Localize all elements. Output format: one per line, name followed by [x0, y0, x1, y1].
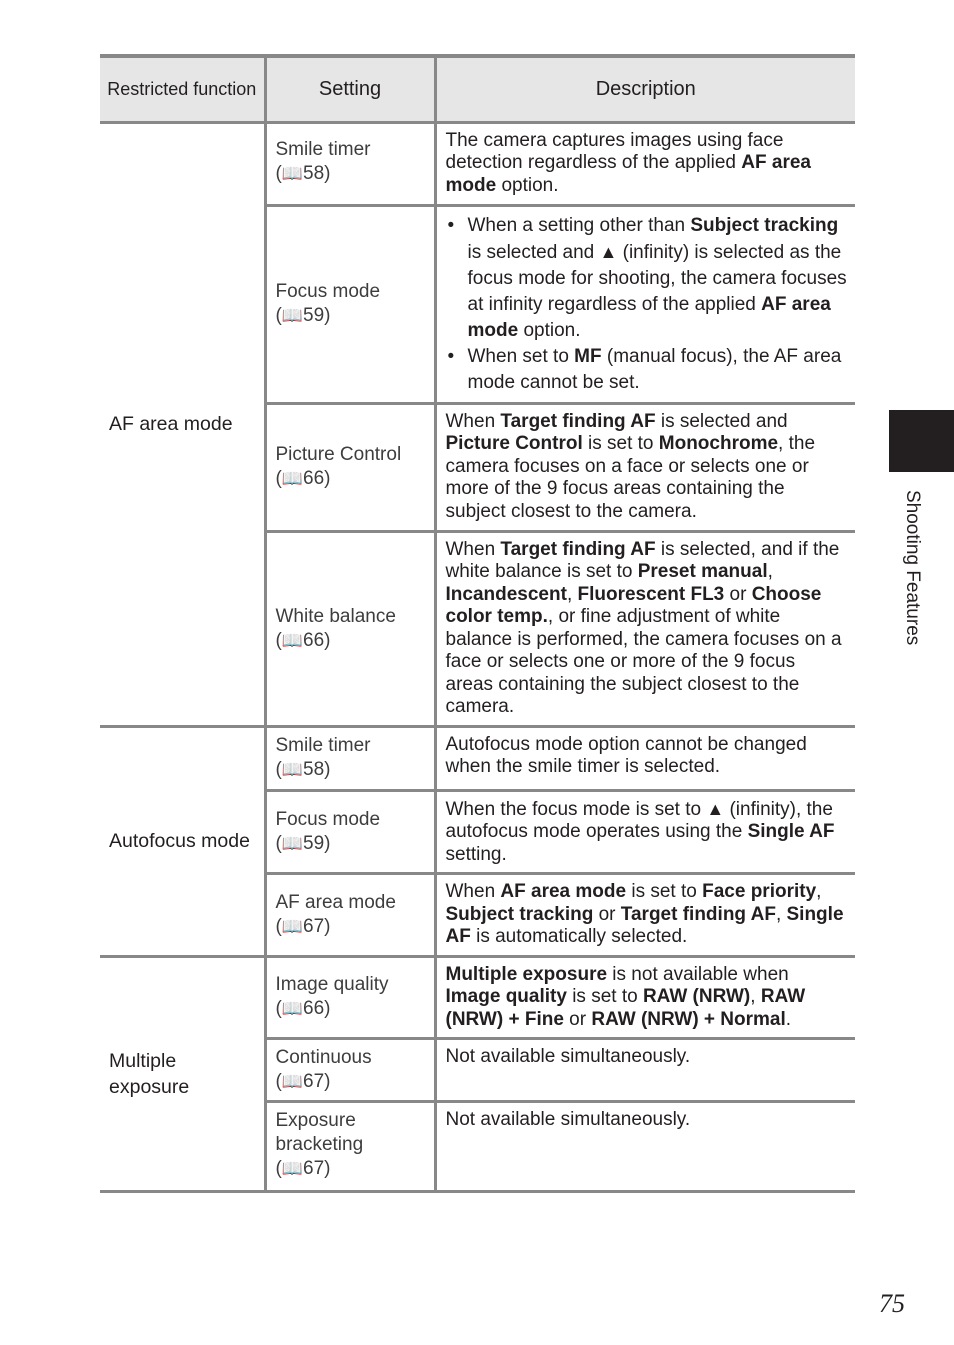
table-row — [100, 726, 855, 790]
manual-focus-icon: MF — [574, 345, 602, 367]
description-cell: Not available simultaneously. — [435, 1102, 855, 1192]
description-cell: When AF area mode is set to Face priority, Subject tracking or Target finding AF, Single AF is automatically selected. — [435, 874, 855, 957]
page-ref: 58 — [303, 162, 325, 184]
setting-cell: Picture Control (📖66) — [265, 403, 435, 531]
page-ref: 66 — [303, 468, 325, 489]
book-reference-icon: 📖 — [281, 630, 303, 651]
description-cell — [435, 205, 855, 403]
setting-label: Focus mode — [275, 281, 381, 302]
list-item: • When set to MF (manual focus), the AF area mode cannot be set. — [468, 344, 848, 396]
page-ref: 58 — [303, 758, 325, 780]
setting-cell: Smile timer (📖58) — [265, 122, 435, 205]
setting-cell: Exposure bracketing (📖67) — [265, 1102, 435, 1192]
page-ref: 66 — [303, 998, 325, 1020]
setting-cell: Image quality (📖66) — [265, 956, 435, 1039]
table-row — [100, 122, 855, 205]
book-reference-icon: 📖 — [281, 833, 303, 854]
header-restricted-function: Restricted function — [100, 56, 265, 122]
setting-cell: Focus mode (📖59) — [265, 205, 435, 403]
book-reference-icon: 📖 — [281, 759, 303, 780]
page-ref: 67 — [303, 1071, 325, 1092]
description-cell: Multiple exposure is not available when Image quality is set to RAW (NRW), RAW (NRW) + Fine or RAW (NRW) + Normal. — [435, 956, 855, 1039]
book-reference-icon: 📖 — [281, 163, 303, 184]
function-af-area-mode: AF area mode — [100, 122, 265, 726]
setting-label: Focus mode — [275, 808, 381, 830]
section-tab-marker — [889, 410, 954, 472]
setting-label: Continuous — [275, 1047, 372, 1068]
setting-cell: AF area mode (📖67) — [265, 874, 435, 957]
book-reference-icon: 📖 — [281, 1159, 303, 1179]
setting-cell: Smile timer (📖58) — [265, 726, 435, 790]
function-multiple-exposure: Multiple exposure — [100, 956, 265, 1192]
description-cell: The camera captures images using face detection regardless of the applied AF area mode option. — [435, 122, 855, 205]
page-ref: 67 — [303, 1158, 325, 1179]
setting-label: Image quality — [275, 974, 389, 996]
list-item: • When a setting other than Subject tracking is selected and ▲ (infinity) is selected as the focus mode for shooting, the camera focuses at infinity regardless of the applied AF area mode option. — [468, 213, 848, 344]
function-autofocus-mode: Autofocus mode — [100, 726, 265, 956]
description-cell: When Target finding AF is selected and Picture Control is set to Monochrome, the camera focuses on a face or selects one or more of the 9 focus areas containing the subject closest to the camera. — [435, 403, 855, 531]
setting-label: Smile timer — [275, 138, 371, 160]
book-reference-icon: 📖 — [281, 999, 303, 1020]
description-cell: When the focus mode is set to ▲ (infinity), the autofocus mode operates using the Single AF setting. — [435, 790, 855, 874]
page-ref: 59 — [303, 832, 325, 854]
page-ref: 66 — [303, 629, 325, 651]
page-ref: 67 — [303, 915, 325, 937]
setting-label: Picture Control — [275, 444, 402, 465]
table-row — [100, 956, 855, 1039]
setting-label: Smile timer — [275, 734, 371, 756]
setting-cell: Continuous (📖67) — [265, 1039, 435, 1102]
setting-label: White balance — [275, 605, 396, 627]
restrictions-table — [100, 54, 855, 1193]
book-reference-icon: 📖 — [281, 469, 303, 489]
setting-label: Exposure bracketing — [275, 1110, 364, 1155]
description-cell: Not available simultaneously. — [435, 1039, 855, 1102]
page-ref: 59 — [303, 305, 325, 326]
description-cell: Autofocus mode option cannot be changed when the smile timer is selected. — [435, 726, 855, 790]
setting-label: AF area mode — [275, 891, 396, 913]
bullet-list — [446, 213, 848, 396]
page-number: 75 — [879, 1289, 905, 1318]
infinity-icon: ▲ — [599, 241, 618, 262]
infinity-icon: ▲ — [706, 798, 725, 819]
description-cell: When Target finding AF is selected, and if the white balance is set to Preset manual, Incandescent, Fluorescent FL3 or Choose color temp., or fine adjustment of white balance is performed, the camera focuses on a face or selects one or more of the 9 focus areas containing the subject closest to the camera. — [435, 531, 855, 726]
header-description: Description — [435, 56, 855, 122]
setting-cell: White balance (📖66) — [265, 531, 435, 726]
header-setting: Setting — [265, 56, 435, 122]
setting-cell: Focus mode (📖59) — [265, 790, 435, 874]
book-reference-icon: 📖 — [281, 306, 303, 326]
book-reference-icon: 📖 — [281, 1072, 303, 1092]
section-side-label: Shooting Features — [902, 490, 923, 646]
book-reference-icon: 📖 — [281, 916, 303, 937]
